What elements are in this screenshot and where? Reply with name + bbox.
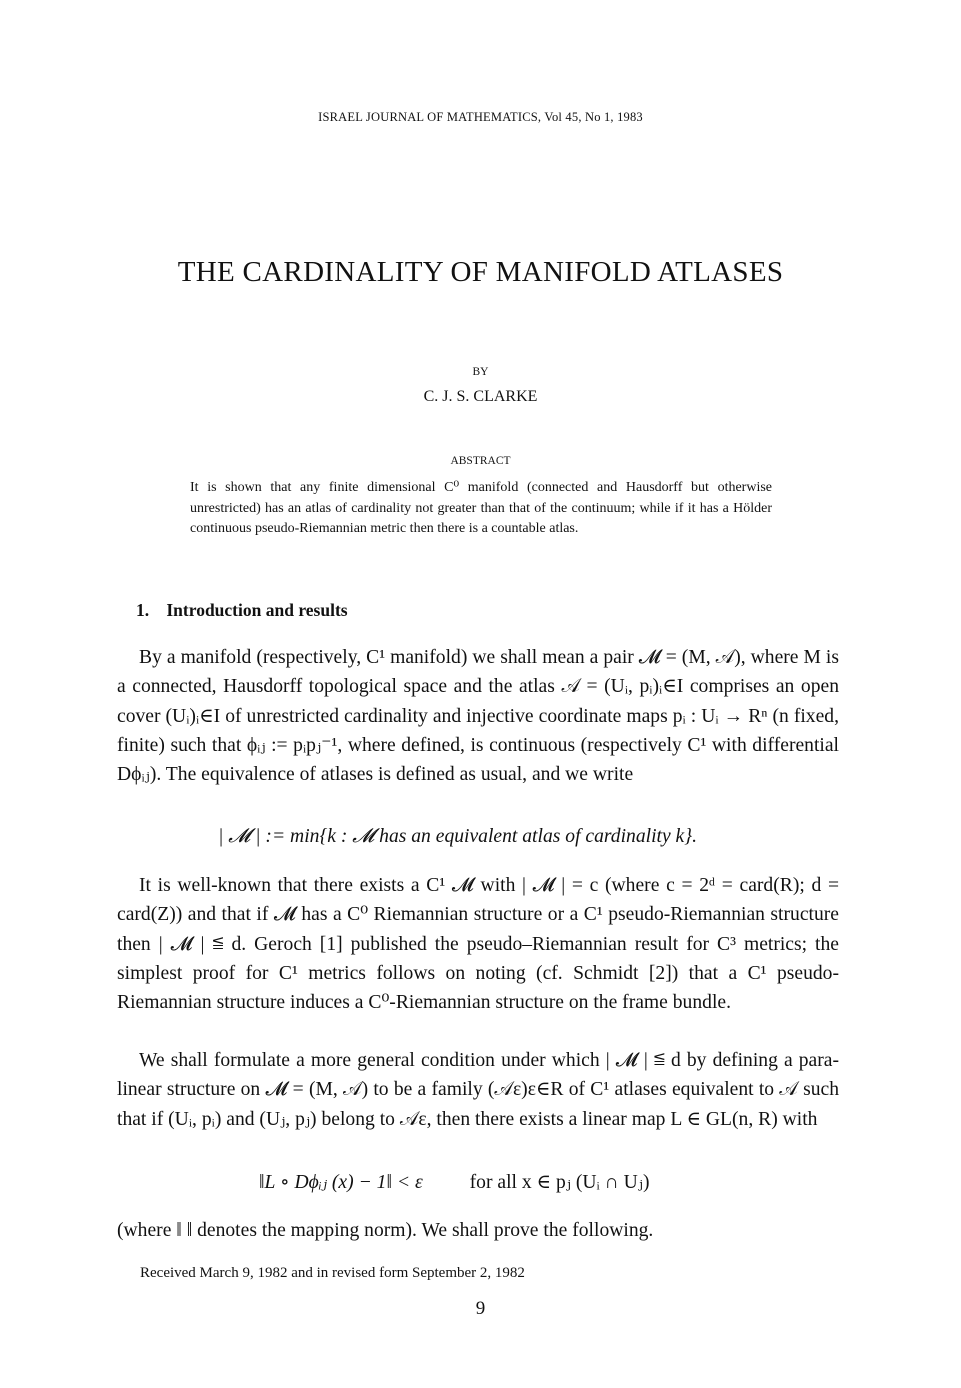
paragraph-4: (where ‖ ‖ denotes the mapping norm). We shall prove the following. (117, 1220, 654, 1241)
journal-header: ISRAEL JOURNAL OF MATHEMATICS, Vol 45, No 1, 1983 (318, 110, 643, 124)
display-equation-2 (259, 1170, 650, 1194)
paper-title: THE CARDINALITY OF MANIFOLD ATLASES (177, 256, 784, 288)
abstract-text: It is shown that any finite dimensional C⁰ manifold (connected and Hausdorff but otherwise unrestricted) has an atlas of cardinality not greater than that of the continuum; while if it has a Hölder continuous pseudo-Riemannian metric then there is a countable atlas. (190, 480, 772, 536)
by-label: BY (472, 366, 489, 378)
paragraph-1: By a manifold (respectively, C¹ manifold) we shall mean a pair 𝓜 = (M, 𝒜), where M is a connected, Hausdorff topological space and the atlas 𝒜 = (Uᵢ, pᵢ)ᵢ∈I comprises an open cover (Uᵢ)ᵢ∈I of unrestricted cardinality and injective coordinate maps pᵢ : Uᵢ → Rⁿ (n fixed, finite) such that ϕᵢⱼ := pᵢpⱼ⁻¹, where defined, is continuous (respectively C¹ with differential Dϕᵢⱼ). The equivalence of atlases is defined as usual, and we write (117, 647, 839, 786)
section-heading (136, 600, 348, 621)
author-name: C. J. S. CLARKE (423, 388, 538, 405)
display-equation-2-formula: ‖L ∘ Dϕᵢⱼ (x) − 1‖ < ε (259, 1172, 423, 1193)
display-equation-2-condition: for all x ∈ pⱼ (Uᵢ ∩ Uⱼ) (469, 1172, 650, 1193)
abstract-heading: ABSTRACT (450, 455, 511, 467)
received-footnote: Received March 9, 1982 and in revised form September 2, 1982 (140, 1265, 525, 1281)
paragraph-2: It is well-known that there exists a C¹ 𝓜 with | 𝓜 | = c (where c = 2ᵈ = card(R); d = card(Z)) and that if 𝓜 has a C⁰ Riemannian structure or a C¹ pseudo-Riemannian structure then | 𝓜 | ≦ d. Geroch [1] published the pseudo–Riemannian result for C³ metrics; the simplest proof for C¹ metrics follows on noting (cf. Schmidt [2]) that a C¹ pseudo-Riemannian structure induces a C⁰-Riemannian structure on the frame bundle. (117, 875, 839, 1014)
section-title: Introduction and results (166, 600, 348, 620)
page-number: 9 (475, 1298, 486, 1319)
section-number: 1. (136, 600, 150, 620)
display-equation-1: | 𝓜 | := min{k : 𝓜 has an equivalent atlas of cardinality k}. (218, 826, 697, 847)
paragraph-3: We shall formulate a more general condition under which | 𝓜 | ≦ d by defining a para-linear structure on 𝓜 = (M, 𝒜) to be a family (𝒜ε)ε∈R of C¹ atlases equivalent to 𝒜 such that if (Uᵢ, pᵢ) and (Uⱼ, pⱼ) belong to 𝒜ε, then there exists a linear map L ∈ GL(n, R) with (117, 1050, 839, 1130)
